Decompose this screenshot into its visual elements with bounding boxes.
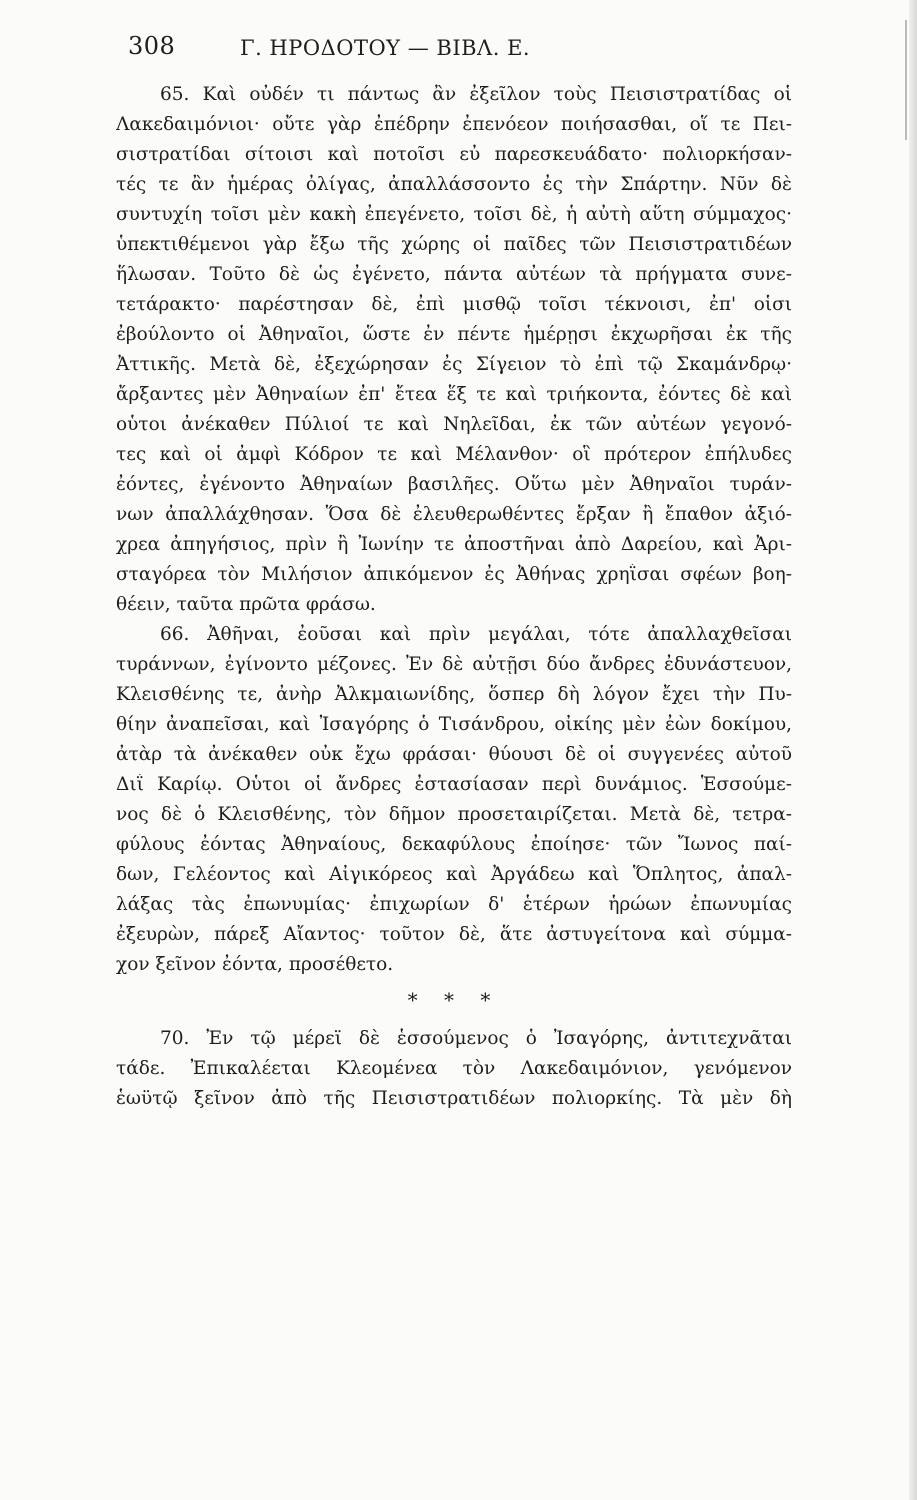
text-line-26: φύλους ἐόντας Ἀθηναίους, δεκαφύλους ἐποίησε· τῶν Ἴωνος παί- <box>116 834 792 855</box>
text-line-5: συντυχίη τοῖσι μὲν κακὴ ἐπεγένετο, τοῖσι δὲ, ἡ αὐτὴ αὕτη σύμμαχος· <box>116 204 792 225</box>
text-line-10: Ἀττικῆς. Μετὰ δὲ, ἐξεχώρησαν ἐς Σίγειον τὸ ἐπὶ τῷ Σκαμάνδρῳ· <box>116 354 792 375</box>
running-title: Γ. ΗΡΟΔΟΤΟΥ — ΒΙΒΛ. Ε. <box>240 36 531 60</box>
text-line-2: Λακεδαιμόνιοι· οὔτε γὰρ ἐπέδρην ἐπενόεον ποιήσασθαι, οἵ τε Πει- <box>116 114 792 135</box>
page-number: 308 <box>128 32 176 60</box>
text-line-9: ἐβούλοντο οἱ Ἀθηναῖοι, ὥστε ἐν πέντε ἡμέρῃσι ἐκχωρῆσαι ἐκ τῆς <box>116 324 792 345</box>
text-line-15: νων ἀπαλλάχθησαν. Ὅσα δὲ ἐλευθερωθέντες ἔρξαν ἢ ἔπαθον ἀξιό- <box>116 504 792 525</box>
text-line-21: Κλεισθένης τε, ἀνὴρ Ἀλκμαιωνίδης, ὅσπερ δὴ λόγον ἔχει τὴν Πυ- <box>116 684 792 705</box>
text-line-27: δων, Γελέοντος καὶ Αἰγικόρεος καὶ Ἀργάδεω καὶ Ὅπλητος, ἀπαλ- <box>116 864 792 885</box>
text-line-13: τες καὶ οἱ ἀμφὶ Κόδρον τε καὶ Μέλανθον· οἳ πρότερον ἐπήλυδες <box>116 444 792 465</box>
text-line-20: τυράννων, ἐγίνοντο μέζονες. Ἐν δὲ αὐτῇσι δύο ἄνδρες ἐδυνάστευον, <box>116 654 792 675</box>
text-line-14: ἐόντες, ἐγένοντο Ἀθηναίων βασιλῆες. Οὕτω μὲν Ἀθηναῖοι τυράν- <box>116 474 792 495</box>
text-line-25: νος δὲ ὁ Κλεισθένης, τὸν δῆμον προσεταιρίζεται. Μετὰ δὲ, τετρα- <box>116 804 792 825</box>
text-line-7: ἥλωσαν. Τοῦτο δὲ ὡς ἐγένετο, πάντα αὐτέων τὰ πρήγματα συνε- <box>116 264 792 285</box>
text-line-29: ἐξευρὼν, πάρεξ Αἴαντος· τοῦτον δὲ, ἅτε ἀστυγείτονα καὶ σύμμα- <box>116 924 792 945</box>
text-line-33: ἑωϋτῷ ξεῖνον ἀπὸ τῆς Πεισιστρατιδέων πολιορκίης. Τὰ μὲν δὴ <box>116 1088 792 1109</box>
text-line-12: οὗτοι ἀνέκαθεν Πύλιοί τε καὶ Νηλεῖδαι, ἐκ τῶν αὐτέων γεγονό- <box>116 414 792 435</box>
text-line-30: χον ξεῖνον ἐόντα, προσέθετο. <box>116 954 394 975</box>
text-line-8: τετάρακτο· παρέστησαν δὲ, ἐπὶ μισθῷ τοῖσι τέκνοισι, ἐπ' οἷσι <box>116 294 792 315</box>
page-header <box>128 32 768 68</box>
text-line-16: χρεα ἀπηγήσιος, πρὶν ἢ Ἰωνίην τε ἀποστῆναι ἀπὸ Δαρείου, καὶ Ἀρι- <box>116 534 792 555</box>
text-line-19: 66. Ἀθῆναι, ἐοῦσαι καὶ πρὶν μεγάλαι, τότε ἀπαλλαχθεῖσαι <box>160 624 792 645</box>
text-line-23: ἀτὰρ τὰ ἀνέκαθεν οὐκ ἔχω φράσαι· θύουσι δὲ οἱ συγγενέες αὐτοῦ <box>116 744 792 765</box>
text-line-24: Διῒ Καρίῳ. Οὗτοι οἱ ἄνδρες ἐστασίασαν περὶ δυνάμιος. Ἑσσούμε- <box>116 774 792 795</box>
text-line-3: σιστρατίδαι σίτοισι καὶ ποτοῖσι εὖ παρεσκευάδατο· πολιορκήσαν- <box>116 144 792 165</box>
text-line-6: ὑπεκτιθέμενοι γὰρ ἔξω τῆς χώρης οἱ παῖδες τῶν Πεισιστρατιδέων <box>116 234 792 255</box>
page-fold-mark <box>905 20 907 140</box>
text-line-4: τές τε ἂν ἡμέρας ὀλίγας, ἀπαλλάσσοντο ἐς τὴν Σπάρτην. Νῦν δὲ <box>116 174 792 195</box>
text-line-28: λάξας τὰς ἐπωνυμίας· ἐπιχωρίων δ' ἑτέρων ἡρώων ἐπωνυμίας <box>116 894 792 915</box>
text-line-31: 70. Ἐν τῷ μέρεϊ δὲ ἑσσούμενος ὁ Ἰσαγόρης, ἀντιτεχνᾶται <box>160 1028 792 1049</box>
text-line-17: σταγόρεα τὸν Μιλήσιον ἀπικόμενον ἐς Ἀθήνας χρηΐσαι σφέων βοη- <box>116 564 792 585</box>
text-line-32: τάδε. Ἐπικαλέεται Κλεομένεα τὸν Λακεδαιμόνιον, γενόμενον <box>116 1058 792 1079</box>
text-line-1: 65. Καὶ οὐδέν τι πάντως ἂν ἐξεῖλον τοὺς Πεισιστρατίδας οἱ <box>160 84 792 105</box>
page-edge-shadow <box>909 0 917 1500</box>
text-line-22: θίην ἀναπεῖσαι, καὶ Ἰσαγόρης ὁ Τισάνδρου, οἰκίης μὲν ἐὼν δοκίμου, <box>116 714 792 735</box>
text-line-11: ἄρξαντες μὲν Ἀθηναίων ἐπ' ἔτεα ἕξ τε καὶ τριήκοντα, ἐόντες δὲ καὶ <box>116 384 792 405</box>
text-line-18: θέειν, ταῦτα πρῶτα φράσω. <box>116 594 376 615</box>
section-ornament: * * * <box>407 988 501 1012</box>
